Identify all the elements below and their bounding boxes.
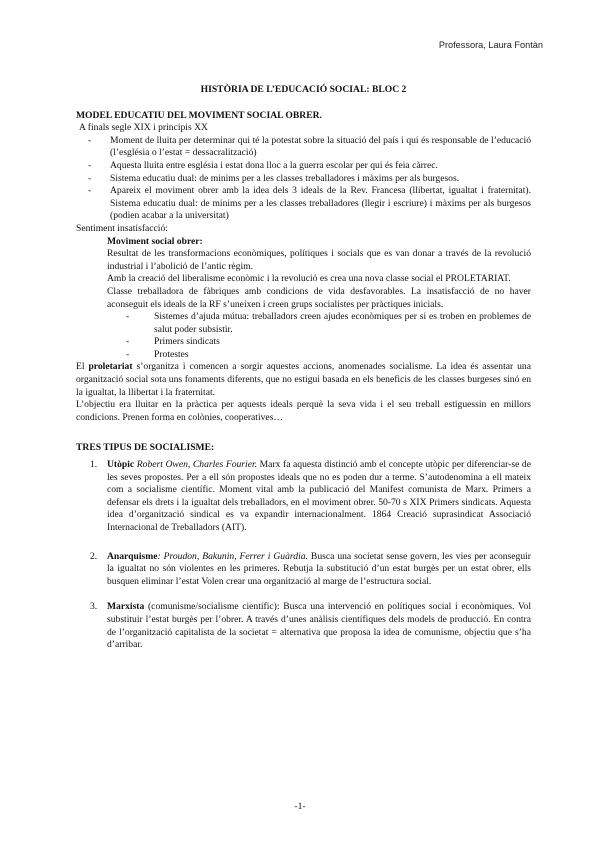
sub-bullet-list (107, 311, 531, 361)
item-number: 3. (90, 601, 98, 613)
item-text: Busca una societat sense govern, les vies per aconseguir la igualtat no són violentes en les primeres. Rebutja la substitució d’un estat burgès per un estat obrer, ells busquen eliminar l’estat Volen crear una organització al marge de l’estructura social. (107, 550, 532, 587)
item-term: Marxista (107, 601, 145, 613)
list-item: - Primers sindicats (107, 336, 531, 349)
item-authors: Robert Owen, Charles Fourier. (134, 459, 258, 471)
list-item (76, 459, 531, 535)
proletariat-text: El (76, 361, 89, 373)
item-text: (comunisme/socialisme científic): Busca una intervenció en polítiques social i econòmiques. Vol substituir l’estat burgès per l’obrer. A través d’unes anàlisis científiques dels models de producció. En contra de l’organització capitalista de la societat = alternativa que proposa la idea de comunisme, objectiu que s’ha d’arribar. (107, 601, 531, 651)
list-item (76, 601, 531, 651)
list-item: - Sistema educatiu dual: de mínims per a les classes treballadores i màxims per als burgesos. (76, 173, 531, 186)
socialism-list (76, 459, 531, 652)
item-term: Utòpic (107, 459, 135, 471)
document-title: HISTÒRIA DE L’EDUCACIÓ SOCIAL: BLOC 2 (200, 84, 407, 95)
movement-heading: Moviment social obrer: (107, 235, 203, 247)
section1-intro: A finals segle XIX i principis XX (79, 122, 208, 134)
item-text: Marx fa aquesta distinció amb el concepte utòpic per diferenciar-se de les seves propostes. Per a ell són propostes ideals que no es poden dur a terme. S’autodenomina a ell mateix com a socialisme científic. Moment vital amb la publicació del Manifest comunista de Marx. Primers a defensar els drets i la igualtat dels treballadors, en el moviment obrer. 50-70 s XIX Primers sindicats. Aquesta idea d’organització sindical es va expandir internacionalment. 1864 Creació suprasindicat Associació Internacional de Treballadors (AIT). (107, 459, 531, 533)
item-number: 1. (90, 459, 98, 471)
list-item: - Aquesta lluita entre església i estat dona lloc a la guerra escolar per qui és feia càrrec. (76, 160, 531, 173)
sentiment-label: Sentiment insatisfacció: (76, 222, 168, 234)
proletariat-paragraph (76, 361, 531, 399)
section1-bullet-list (76, 135, 531, 223)
movement-block (76, 236, 531, 362)
list-item (76, 551, 531, 589)
list-item: - Sistemes d’ajuda mútua: treballadors creen ajudes econòmiques per si es troben en problemes de salut poder subsistir. (107, 311, 531, 336)
list-item: - Moment de lluita per determinar qui té la potestat sobre la situació del país i qui és responsable de l’educació (l’església o l’estat = dessacralització) (76, 135, 531, 160)
section2-heading: TRES TIPUS DE SOCIALISME: (76, 442, 215, 454)
movement-paragraph: Classe treballadora de fàbriques amb condicions de vida desfavorables. La insatisfacció de no haver aconseguit els ideals de la RF s’uneixen i creen grups socialistes per pràctiques inicials. (107, 285, 531, 310)
objective-paragraph: L’objectiu era lluitar en la pràctica per aquests ideals perquè la seva vida i el seu treball estiguessin en millors condicions. Prenen forma en colònies, cooperatives… (76, 399, 531, 423)
movement-paragraph: Amb la creació del liberalisme econòmic i la revolució es crea una nova classe social el PROLETARIAT. (107, 273, 511, 285)
list-item: - Apareix el moviment obrer amb la idea dels 3 ideals de la Rev. Francesa (llibertat, igualtat i fraternitat). Sistema educatiu dual: de mínims per a les classes treballadores (llegir i escriure) i màxims per als burgesos (podien acabar a la universitat) (76, 185, 531, 223)
item-term: Anarquisme (107, 550, 158, 562)
document-body (76, 84, 531, 652)
section-movement (76, 110, 531, 425)
section-socialism-types (76, 442, 531, 651)
page-number: -1- (294, 801, 306, 812)
list-item: - Protestes (107, 349, 531, 362)
proletariat-term: proletariat (88, 361, 133, 373)
header-author: Professora, Laura Fontàn (438, 40, 543, 50)
proletariat-text: s’organitza i comencen a sorgir aquestes accions, anomenades socialisme. La idea és assentar una organització social sota uns fonaments diferents, que no estigui basada en els beneficis de les classes burgeses sinó en la igualtat, la llibertat i la fraternitat. (76, 361, 531, 398)
item-number: 2. (90, 550, 98, 562)
section1-heading: MODEL EDUCATIU DEL MOVIMENT SOCIAL OBRER. (76, 109, 322, 121)
item-authors: : Proudon, Bakunin, Ferrer i Guàrdia. (157, 550, 308, 562)
movement-paragraph: Resultat de les transformacions econòmiques, polítiques i socials que es van donar a través de la revolució industrial i l’abolició de l’antic règim. (107, 248, 531, 272)
